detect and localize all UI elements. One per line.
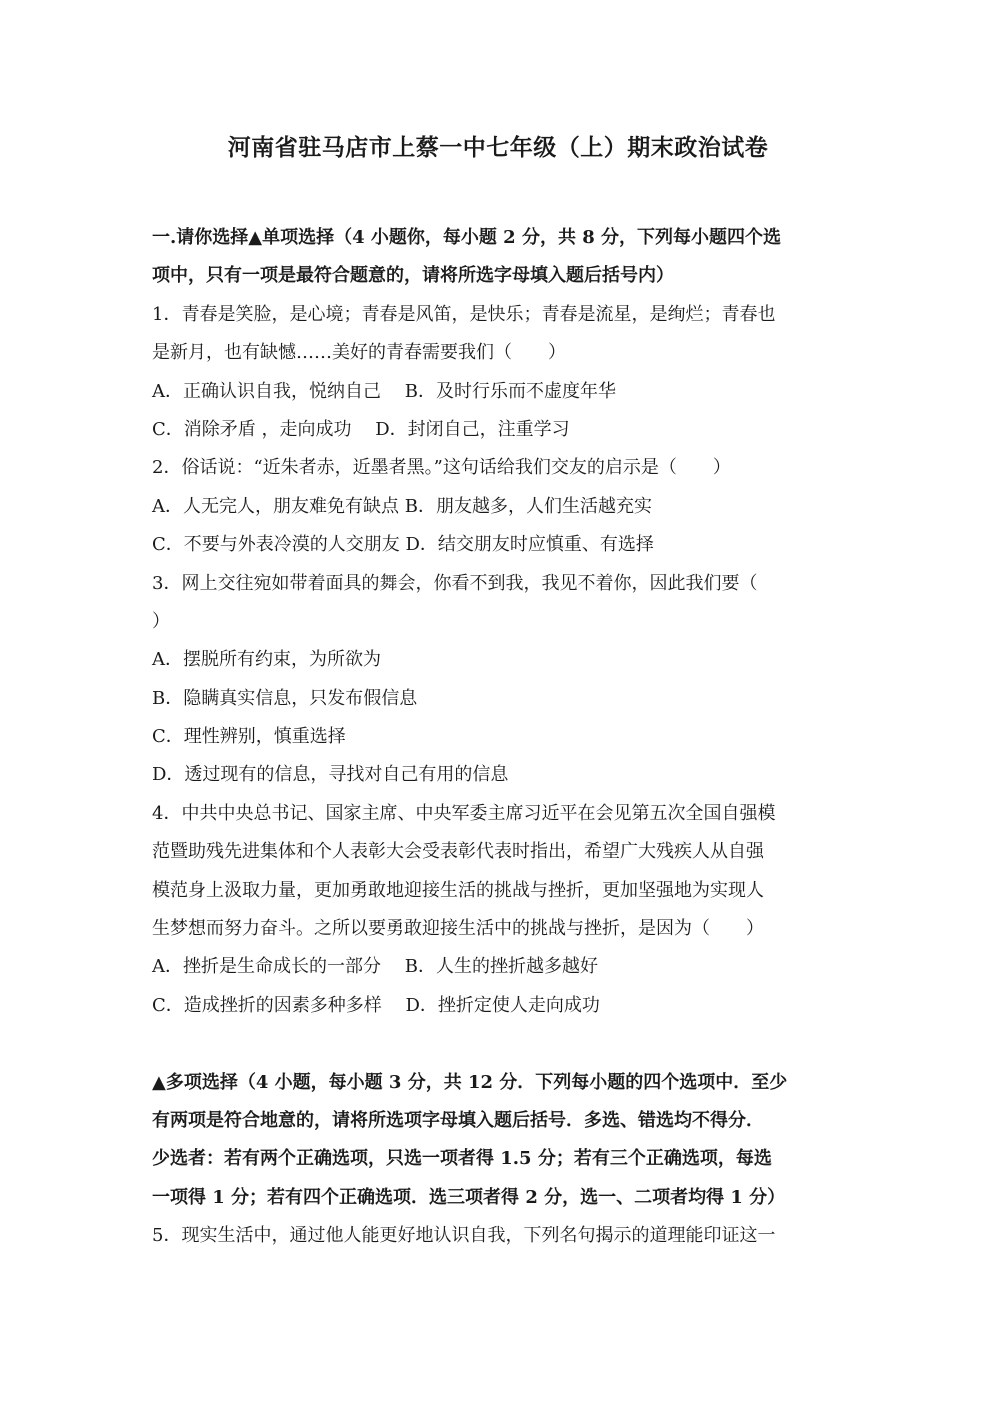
question-1-text: 1．青春是笑脸，是心境；青春是风笛，是快乐；青春是流星，是绚烂；青春也 <box>152 303 776 325</box>
question-1-text: 是新月，也有缺憾……美好的青春需要我们（ ） <box>152 342 566 364</box>
question-4-text: 生梦想而努力奋斗。之所以要勇敢迎接生活中的挑战与挫折，是因为（ ） <box>152 918 764 940</box>
question-3-option: D．透过现有的信息，寻找对自己有用的信息 <box>152 764 509 786</box>
question-3-option: B．隐瞒真实信息，只发布假信息 <box>152 687 418 709</box>
page-title: 河南省驻马店市上蔡一中七年级（上）期末政治试卷 <box>227 134 769 161</box>
question-1-options: C．消除矛盾 ，走向成功 D．封闭自己，注重学习 <box>152 418 570 440</box>
question-3-option: A．摆脱所有约束，为所欲为 <box>152 649 381 671</box>
question-3-text: ） <box>152 610 170 632</box>
question-2-options: C．不要与外表冷漠的人交朋友 D．结交朋友时应慎重、有选择 <box>152 534 654 556</box>
section-heading-line: 有两项是符合地意的，请将所选项字母填入题后括号．多选、错选均不得分． <box>152 1109 764 1131</box>
question-5-text: 5．现实生活中，通过他人能更好地认识自我，下列名句揭示的道理能印证这一 <box>152 1225 776 1247</box>
section-spacer <box>152 1025 844 1063</box>
section-heading-line: 一.请你选择▲单项选择（4 小题你，每小题 2 分，共 8 分，下列每小题四个选 <box>152 227 782 248</box>
question-4-options: C．造成挫折的因素多种多样 D．挫折定使人走向成功 <box>152 994 600 1016</box>
section-heading-line: 一项得 1 分；若有四个正确选项．选三项者得 2 分，选一、二项者均得 1 分） <box>152 1186 786 1208</box>
section-heading-line: 少选者：若有两个正确选项，只选一项者得 1.5 分；若有三个正确选项，每选 <box>152 1148 772 1170</box>
question-1-options: A．正确认识自我，悦纳自己 B．及时行乐而不虚度年华 <box>152 380 616 402</box>
exam-content <box>152 219 844 1256</box>
question-4-text: 4．中共中央总书记、国家主席、中央军委主席习近平在会见第五次全国自强模 <box>152 802 776 824</box>
question-3-option: C．理性辨别，慎重选择 <box>152 726 346 748</box>
question-4-text: 模范身上汲取力量，更加勇敢地迎接生活的挑战与挫折，更加坚强地为实现人 <box>152 879 764 901</box>
question-2-options: A．人无完人，朋友难免有缺点 B．朋友越多，人们生活越充实 <box>152 495 652 517</box>
question-2-text: 2．俗话说：“近朱者赤，近墨者黑。”这句话给我们交友的启示是（ ） <box>152 457 731 479</box>
section-heading-line: ▲多项选择（4 小题，每小题 3 分，共 12 分．下列每小题的四个选项中．至少 <box>152 1071 788 1093</box>
question-4-options: A．挫折是生命成长的一部分 B．人生的挫折越多越好 <box>152 956 598 978</box>
section-heading-line: 项中，只有一项是最符合题意的，请将所选字母填入题后括号内） <box>152 265 674 287</box>
question-3-text: 3．网上交往宛如带着面具的舞会，你看不到我，我见不着你，因此我们要（ <box>152 572 758 594</box>
question-4-text: 范暨助残先进集体和个人表彰大会受表彰代表时指出，希望广大残疾人从自强 <box>152 841 764 863</box>
